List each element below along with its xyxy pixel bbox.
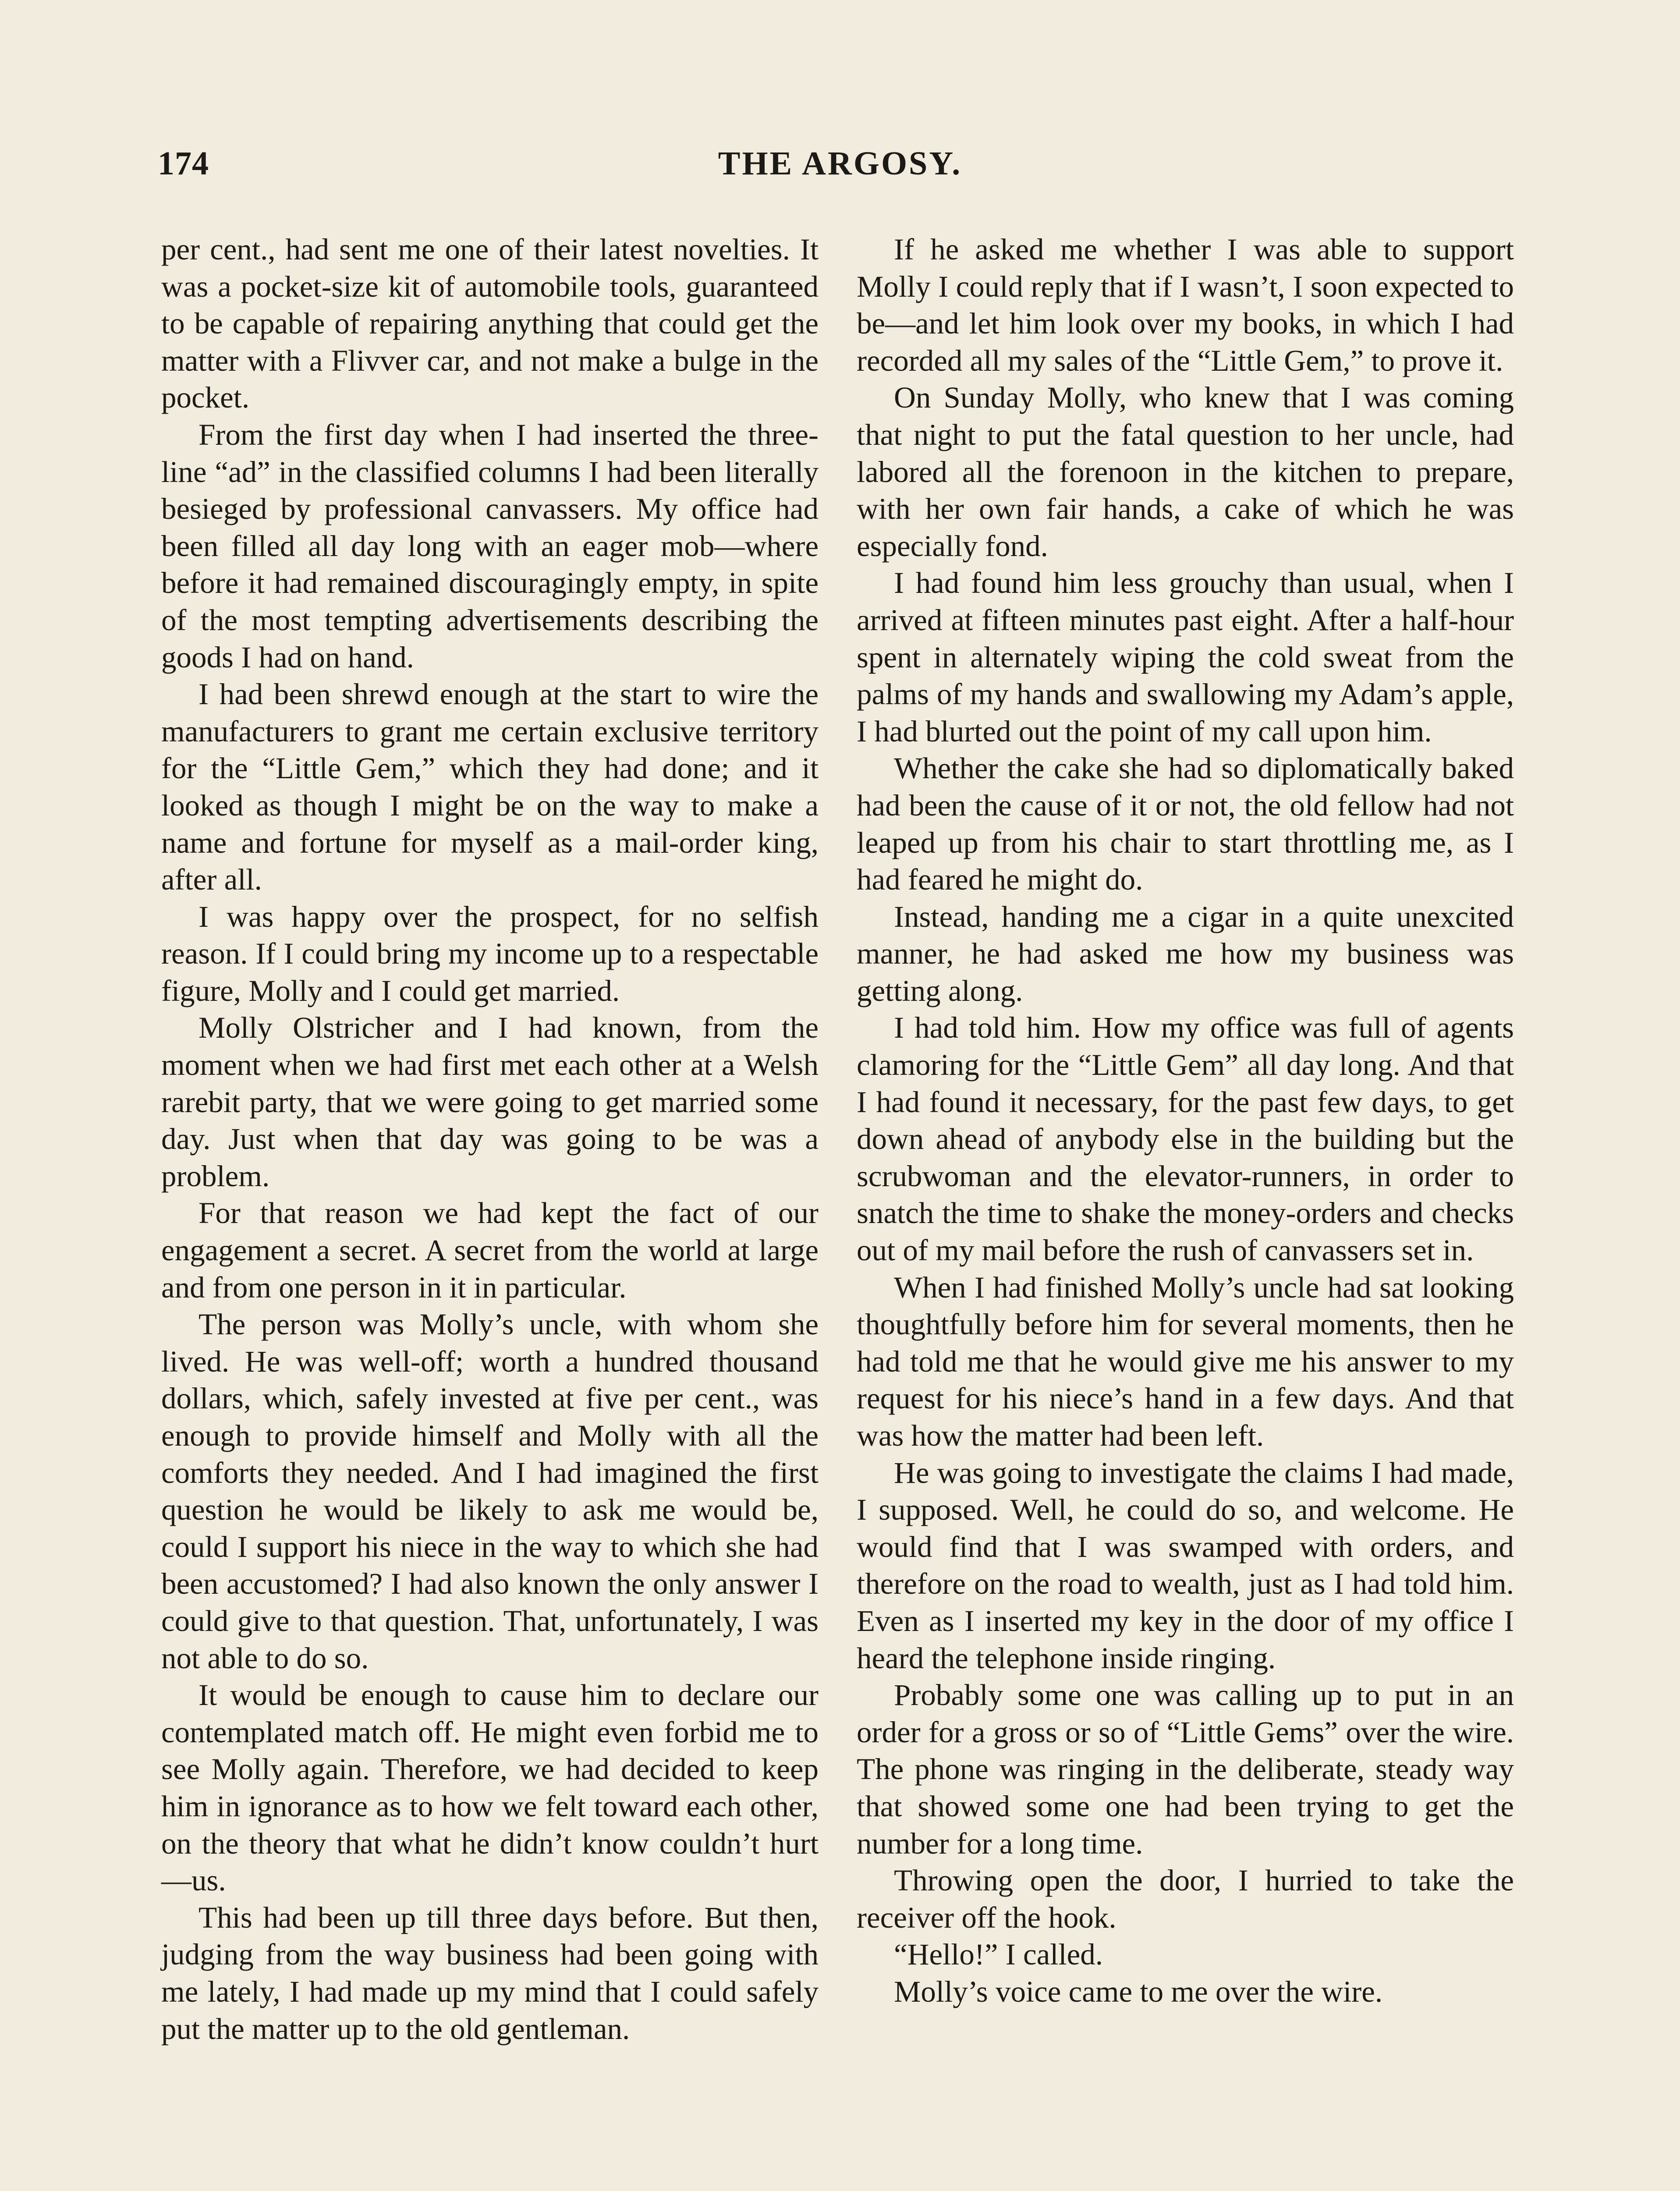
right-column: [857, 231, 1514, 2010]
paragraph: I had been shrewd enough at the start to wire the manufacturers to grant me certain exclusive territory for the “Little Gem,” which they had done; and it looked as though I might be on the way to make a name and fortune for myself as a mail-order king, after all.: [161, 677, 819, 897]
paragraph: Instead, handing me a cigar in a quite unexcited manner, he had asked me how my business was getting along.: [857, 900, 1514, 1007]
paragraph: Whether the cake she had so diplomatically baked had been the cause of it or not, the old fellow had not leaped up from his chair to start throttling me, as I had feared he might do.: [857, 752, 1514, 897]
paragraph: Throwing open the door, I hurried to take the receiver off the hook.: [857, 1864, 1514, 1934]
paragraph: The person was Molly’s uncle, with whom she lived. He was well-off; worth a hundred thousand dollars, which, safely invested at five per cent., was enough to provide himself and Molly with all the comforts they needed. And I had imagined the first question he would be likely to ask me would be, could I support his niece in the way to which she had been accustomed? I had also known the only answer I could give to that question. That, unfortunately, I was not able to do so.: [161, 1308, 819, 1675]
paragraph: On Sunday Molly, who knew that I was coming that night to put the fatal question to her uncle, had labored all the forenoon in the kitchen to prepare, with her own fair hands, a cake of which he was especially fond.: [857, 381, 1514, 563]
paragraph: It would be enough to cause him to declare our contemplated match off. He might even forbid me to see Molly again. Therefore, we had decided to keep him in ignorance as to how we felt toward each other, on the theory that what he didn’t know couldn’t hurt—us.: [161, 1678, 819, 1897]
paragraph: From the first day when I had inserted the three-line “ad” in the classified columns I had been literally besieged by professional canvassers. My office had been filled all day long with an eager mob—where before it had remained discouragingly empty, in spite of the most tempting advertisements describing the goods I had on hand.: [161, 418, 819, 674]
paragraph: I was happy over the prospect, for no selfish reason. If I could bring my income up to a respectable figure, Molly and I could get married.: [161, 900, 819, 1007]
paragraph: Probably some one was calling up to put in an order for a gross or so of “Little Gems” over the wire. The phone was ringing in the deliberate, steady way that showed some one had been trying to get the number for a long time.: [857, 1678, 1514, 1860]
paragraph: per cent., had sent me one of their latest novelties. It was a pocket-size kit of automobile tools, guaranteed to be capable of repairing anything that could get the matter with a Flivver car, and not make a bulge in the pocket.: [161, 233, 819, 415]
paragraph: “Hello!” I called.: [894, 1938, 1103, 1971]
left-column: [161, 231, 819, 2047]
paragraph: Molly Olstricher and I had known, from the moment when we had first met each other at a Welsh rarebit party, that we were going to get married some day. Just when that day was going to be was a problem.: [161, 1011, 819, 1193]
paragraph: For that reason we had kept the fact of our engagement a secret. A secret from the world at large and from one person in it in particular.: [161, 1196, 819, 1304]
paragraph: Molly’s voice came to me over the wire.: [894, 1975, 1383, 2008]
page-number: 174: [158, 145, 209, 182]
running-head: THE ARGOSY.: [718, 145, 962, 182]
paragraph: When I had finished Molly’s uncle had sat looking thoughtfully before him for several moments, then he had told me that he would give me his answer to my request for his niece’s hand in a few days. And that was how the matter had been left.: [857, 1270, 1514, 1452]
paragraph: This had been up till three days before. But then, judging from the way business had been going with me lately, I had made up my mind that I could safely put the matter up to the old gentleman.: [161, 1900, 819, 2046]
paragraph: He was going to investigate the claims I had made, I supposed. Well, he could do so, and welcome. He would find that I was swamped with orders, and therefore on the road to wealth, just as I had told him. Even as I inserted my key in the door of my office I heard the telephone inside ringing.: [857, 1456, 1514, 1675]
paragraph: I had told him. How my office was full of agents clamoring for the “Little Gem” all day long. And that I had found it necessary, for the past few days, to get down ahead of anybody else in the building but the scrubwoman and the elevator-runners, in order to snatch the time to shake the money-orders and checks out of my mail before the rush of canvassers set in.: [857, 1011, 1514, 1267]
paragraph: If he asked me whether I was able to support Molly I could reply that if I wasn’t, I soon expected to be—and let him look over my books, in which I had recorded all my sales of the “Little Gem,” to prove it.: [857, 233, 1514, 377]
paragraph: I had found him less grouchy than usual, when I arrived at fifteen minutes past eight. After a half-hour spent in alternately wiping the cold sweat from the palms of my hands and swallowing my Adam’s apple, I had blurted out the point of my call upon him.: [857, 566, 1514, 748]
page-header: [158, 145, 1522, 197]
